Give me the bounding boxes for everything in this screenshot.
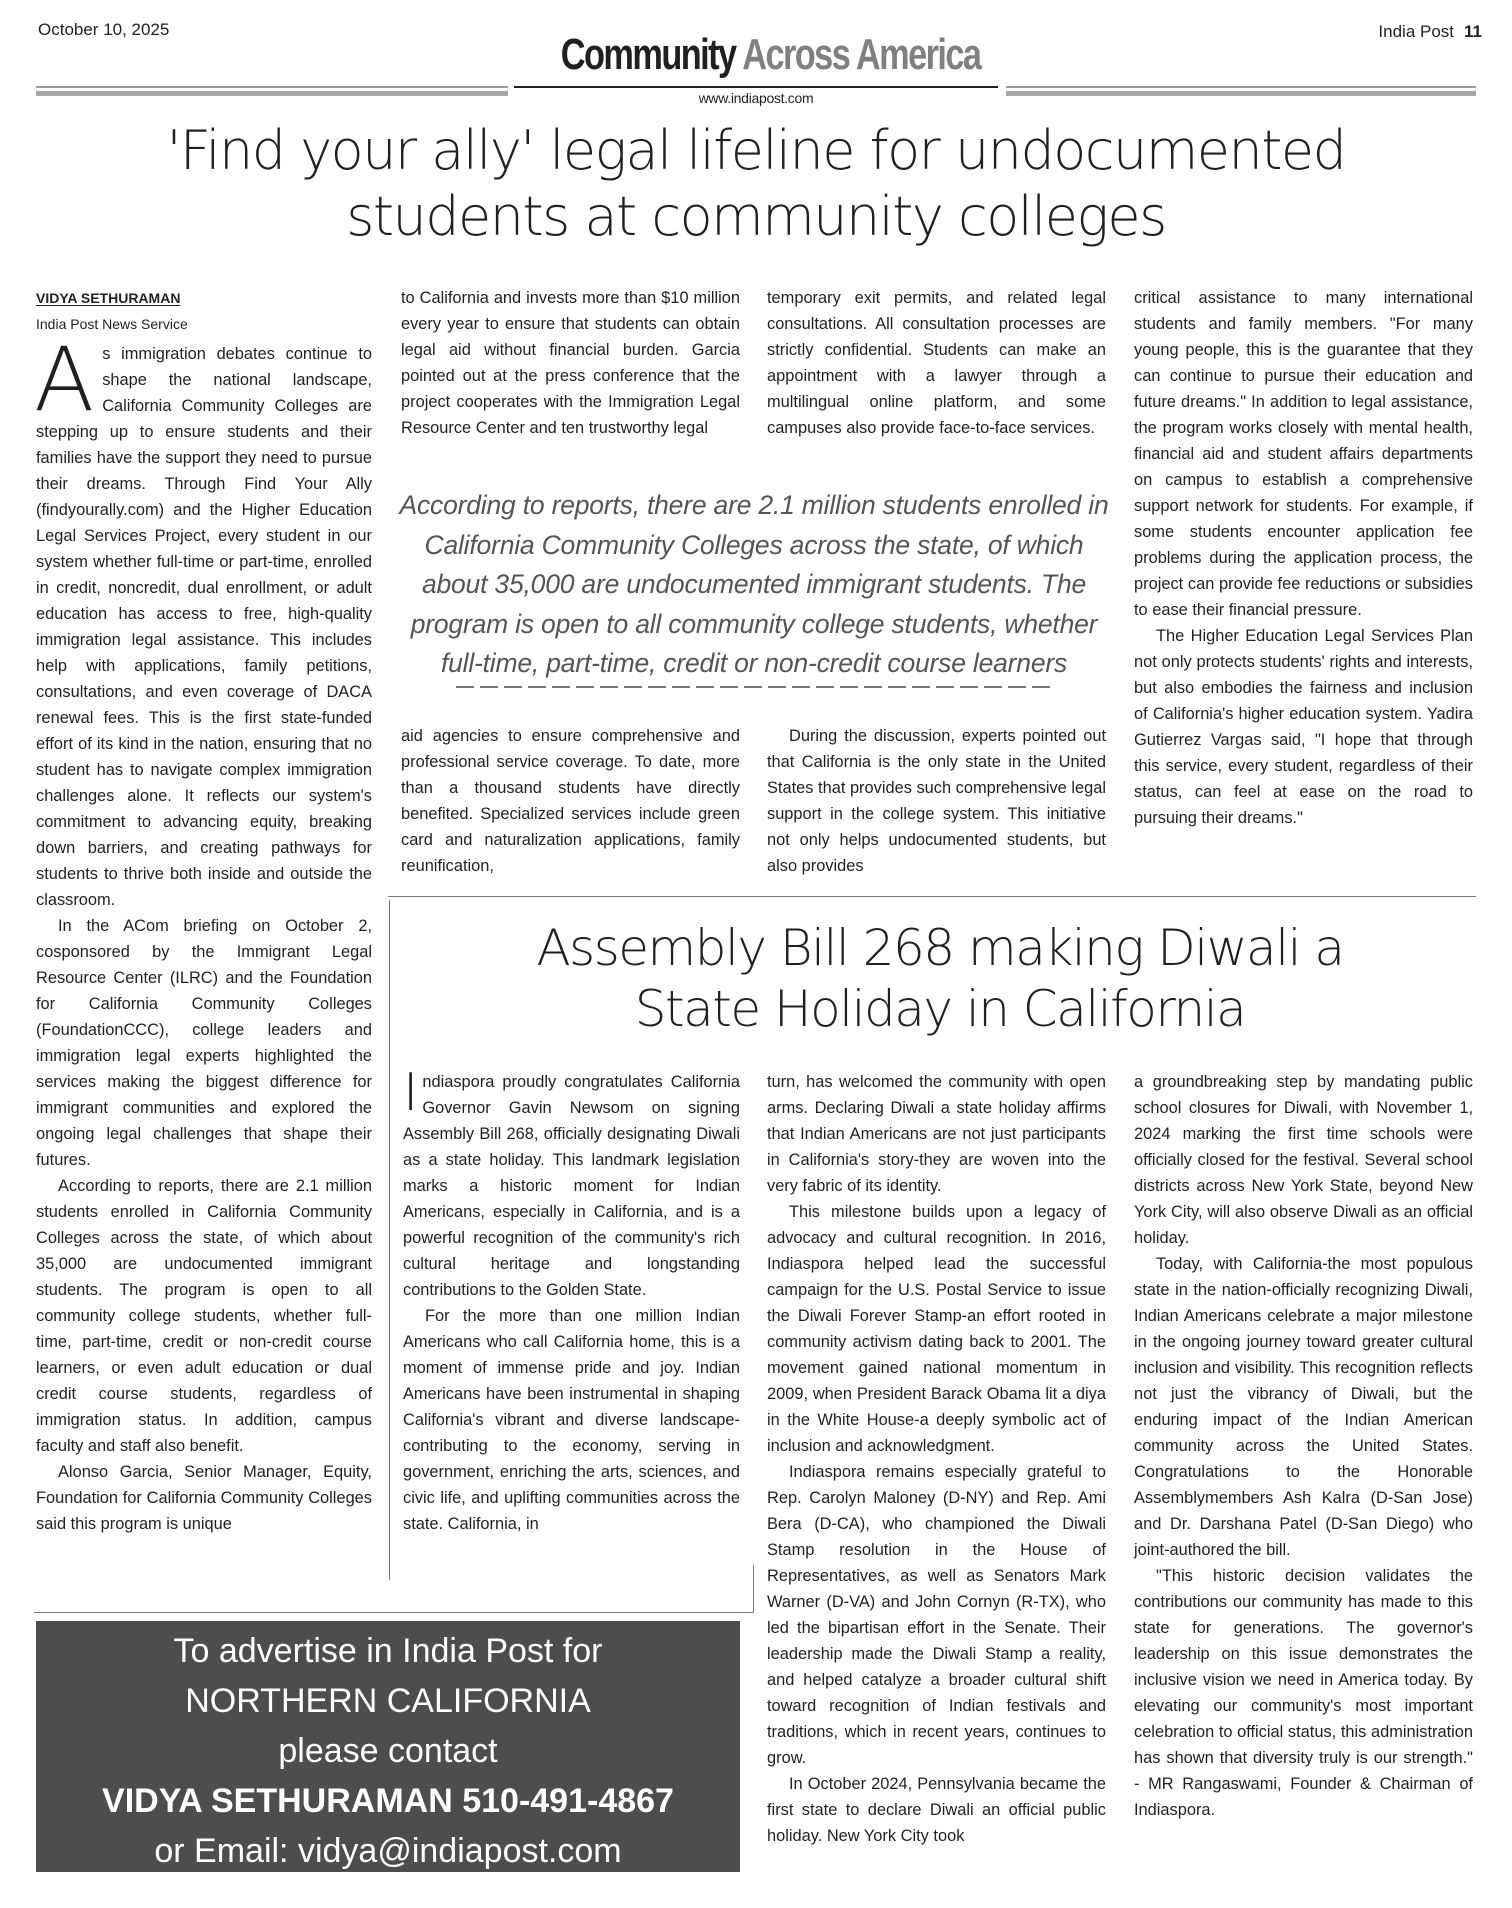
ad-contact-phone: VIDYA SETHURAMAN 510-491-4867 — [102, 1782, 674, 1820]
article1-paragraph: temporary exit permits, and related legal consultations. All consultation processes are strictly confidential. Students can make an appointment with a lawyer through a multilingual online platform, and some campuses also provide face-to-face services. — [767, 289, 1106, 437]
article2-headline — [395, 918, 1485, 1040]
article1-column-3-top — [767, 285, 1106, 441]
paragraph-text: ndiaspora proudly congratulates California Governor Gavin Newsom on signing Assembly Bill 268, officially designating Diwali as a state holiday. This landmark legislation marks a historic moment for Indian Americans, especially in California, and is a powerful recognition of the community's rich cultural heritage and longstanding contributions to the Golden State. — [403, 1073, 740, 1299]
ad-divider-horizontal — [34, 1612, 754, 1613]
drop-cap: I — [403, 1063, 419, 1123]
masthead-rule-center — [514, 86, 998, 88]
article1-column-3-bottom — [767, 723, 1106, 879]
drop-cap: A — [34, 328, 95, 431]
section-divider-horizontal — [388, 896, 1476, 897]
byline-author: VIDYA SETHURAMAN — [36, 290, 181, 306]
article1-paragraph: The Higher Education Legal Services Plan not only protects students' rights and interests, but also embodies the fairness and inclusion of California's higher education system. Yadira Gutierrez Vargas said, "I hope that through this service, every student, regardless of their status, can feel at ease on the road to pursuing their dreams." — [1134, 627, 1473, 827]
masthead-rule-left-thick — [36, 91, 508, 96]
article1-paragraph: According to reports, there are 2.1 million students enrolled in California Community Colleges across the state, of which about 35,000 are undocumented immigrant students. The program is open to all community college students, whether full-time, part-time, credit or non-credit course learners, or even adult education or dual credit course students, regardless of immigration status. In addition, campus faculty and staff also benefit. — [36, 1177, 372, 1455]
article2-headline-line1: Assembly Bill 268 making Diwali a — [536, 919, 1344, 977]
article1-headline — [60, 118, 1452, 250]
article1-headline-line1: 'Find your ally' legal lifeline for undocumented — [166, 119, 1346, 182]
byline-organization: India Post News Service — [36, 316, 188, 332]
masthead-rule-right-thick — [1006, 91, 1476, 96]
article1-column-2-top — [401, 285, 740, 441]
pull-quote: According to reports, there are 2.1 million students enrolled in California Community Colleges across the state, of which about 35,000 are undocumented immigrant students. The program is open to all community college students, whether full-time, part-time, credit or non-credit course learners — [399, 490, 1109, 678]
article1-headline-line2: students at community colleges — [346, 184, 1166, 248]
website-link[interactable]: www.indiapost.com — [698, 90, 814, 106]
section-divider-vertical — [389, 900, 390, 1580]
issue-date: October 10, 2025 — [38, 20, 170, 39]
pull-quote-dashed-rule — [456, 686, 1052, 688]
article1-column-1 — [36, 285, 372, 1537]
article1-paragraph: to California and invests more than $10 million every year to ensure that students can obtain legal aid without financial burden. Garcia pointed out at the press conference that the project cooperates with the Immigration Legal Resource Center and ten trustworthy legal — [401, 289, 740, 437]
article2-paragraph: "This historic decision validates the contributions our community has made to this state for generations. The governor's leadership on this issue demonstrates the inclusive vision we need in America today. By elevating our community's most important celebration to official status, this administration has shown that diversity truly is our strength." - MR Rangaswami, Founder & Chairman of Indiaspora. — [1134, 1567, 1473, 1819]
article2-paragraph: Indiaspora remains especially grateful to Rep. Carolyn Maloney (D-NY) and Rep. Ami Bera (D-CA), who championed the Diwali Stamp resolution in the House of Representatives, as well as Senators Mark Warner (D-VA) and John Cornyn (R-TX), who led the bipartisan effort in the Senate. Their leadership made the Diwali Stamp a reality, and helped catalyze a broader cultural shift toward recognition of Indian festivals and traditions, which in recent years, continues to grow. — [767, 1463, 1106, 1767]
article2-column-1 — [403, 1063, 740, 1537]
article1-paragraph: Alonso Garcia, Senior Manager, Equity, Foundation for California Community Colleges said this program is unique — [36, 1463, 372, 1533]
ad-contact-email[interactable]: or Email: vidya@indiapost.com — [154, 1832, 622, 1870]
paragraph-text: s immigration debates continue to shape the national landscape, California Community Colleges are stepping up to ensure students and their families have the support they need to pursue their dreams. Through Find Your Ally (findyourally.com) and the Higher Education Legal Services Project, every student in our system whether full-time or part-time, enrolled in credit, noncredit, dual enrollment, or adult education has access to free, high-quality immigration legal assistance. This includes help with applications, family petitions, consultations, and even coverage of DACA renewal fees. This is the first state-funded effort of its kind in the nation, ensuring that no student has to navigate complex immigration challenges alone. It reflects our system's commitment to advancing equity, breaking down barriers, and creating pathways for students to thrive both inside and outside the classroom. — [36, 345, 372, 909]
ad-line-1: To advertise in India Post for — [173, 1632, 603, 1670]
advertisement-box[interactable] — [36, 1621, 740, 1872]
article1-paragraph — [34, 328, 372, 913]
article2-paragraph: turn, has welcomed the community with open arms. Declaring Diwali a state holiday affirms that Indian Americans are not just participants in California's story-they are woven into the very fabric of its identity. — [767, 1073, 1106, 1195]
section-title-word2: Across America — [742, 30, 981, 79]
section-title-word1: Community — [560, 30, 736, 79]
article2-paragraph: a groundbreaking step by mandating public school closures for Diwali, with November 1, 2024 marking the first time schools were officially closed for the festival. Several school districts across New York State, beyond New York City, will also observe Diwali as an official holiday. — [1134, 1073, 1473, 1247]
ad-line-2: NORTHERN CALIFORNIA — [185, 1682, 591, 1720]
article1-paragraph: In the ACom briefing on October 2, cosponsored by the Immigrant Legal Resource Center (ILRC) and the Foundation for California Community Colleges (FoundationCCC), college leaders and immigration legal experts highlighted the services making the biggest difference for immigrant communities and explored the ongoing legal challenges that shape their futures. — [36, 917, 372, 1169]
article2-paragraph: This milestone builds upon a legacy of advocacy and cultural recognition. In 2016, Indiaspora helped lead the successful campaign for the U.S. Postal Service to issue the Diwali Forever Stamp-an effort rooted in community activism dating back to 2001. The movement gained national momentum in 2009, when President Barack Obama lit a diya in the White House-a deeply symbolic act of inclusion and acknowledgment. — [767, 1203, 1106, 1455]
article2-paragraph: In October 2024, Pennsylvania became the first state to declare Diwali an official public holiday. New York City took — [767, 1775, 1106, 1845]
article2-paragraph: Today, with California-the most populous state in the nation-officially recognizing Diwali, Indian Americans celebrate a major milestone in the ongoing journey toward greater cultural inclusion and visibility. This recognition reflects not just the vibrancy of Diwali, but the enduring impact of the Indian American community across the United States. Congratulations to the Honorable Assemblymembers Ash Kalra (D-San Jose) and Dr. Darshana Patel (D-San Diego) who joint-authored the bill. — [1134, 1255, 1473, 1559]
masthead-rule-left-thin — [36, 86, 508, 88]
article2-column-2 — [767, 1069, 1106, 1849]
article2-paragraph: For the more than one million Indian Americans who call California home, this is a moment of immense pride and joy. Indian Americans have been instrumental in shaping California's vibrant and diverse landscape-contributing to the economy, serving in government, enriching the arts, sciences, and civic life, and uplifting communities across the state. California, in — [403, 1307, 740, 1533]
article2-column-3 — [1134, 1069, 1473, 1823]
article1-paragraph: aid agencies to ensure comprehensive and professional service coverage. To date, more than a thousand students have directly benefited. Specialized services include green card and naturalization applications, family reunification, — [401, 727, 740, 875]
section-title — [560, 30, 981, 79]
masthead-rule-right-thin — [1006, 86, 1476, 88]
ad-line-3: please contact — [278, 1732, 498, 1770]
article2-paragraph — [403, 1063, 740, 1303]
page-info — [1378, 22, 1482, 42]
article1-column-2-bottom — [401, 723, 740, 879]
article1-paragraph: critical assistance to many international students and family members. "For many young people, this is the guarantee that they can continue to pursue their education and future dreams." In addition to legal assistance, the program works closely with mental health, financial aid and student affairs departments on campus to establish a comprehensive support network for students. For example, if some students encounter application fee problems during the application process, the project can provide fee reductions or subsidies to ease their financial pressure. — [1134, 289, 1473, 619]
publication-name: India Post — [1378, 22, 1455, 41]
page-number: 11 — [1464, 22, 1482, 41]
article2-headline-line2: State Holiday in California — [634, 980, 1246, 1038]
article1-paragraph: During the discussion, experts pointed out that California is the only state in the United States that provides such comprehensive legal support in the college system. This initiative not only helps undocumented students, but also provides — [767, 727, 1106, 875]
ad-divider-vertical — [753, 1565, 754, 1613]
article1-column-4 — [1134, 285, 1473, 831]
